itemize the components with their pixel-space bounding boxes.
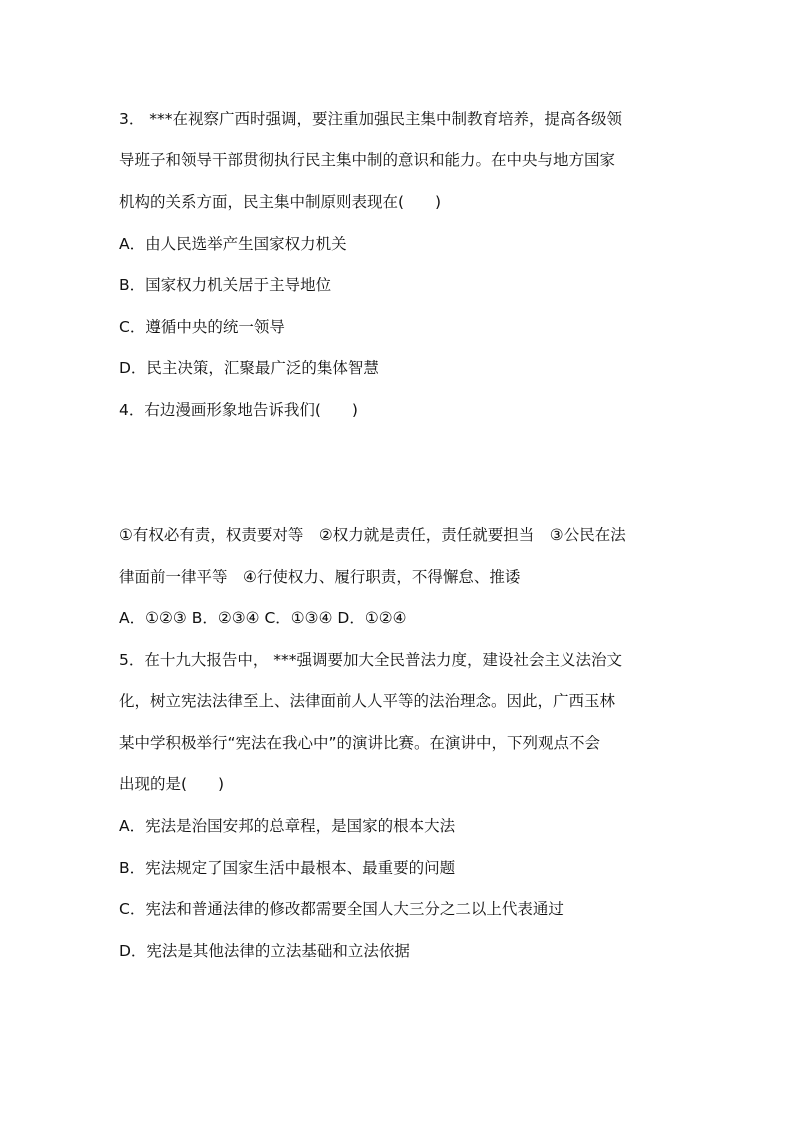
q3-option-d: D．民主决策，汇聚最广泛的集体智慧: [119, 359, 379, 377]
q3-option-b: B．国家权力机关居于主导地位: [119, 276, 332, 294]
q5-stem-line-2: 化，树立宪法法律至上、法律面前人人平等的法治理念。因此，广西玉林: [119, 692, 616, 710]
q5-option-b: B．宪法规定了国家生活中最根本、最重要的问题: [119, 859, 456, 877]
q4-statements-line-2: 律面前一律平等 ④行使权力、履行职责，不得懈怠、推诿: [119, 568, 521, 586]
q3-stem-line-3: 机构的关系方面，民主集中制原则表现在( ): [119, 193, 442, 211]
q3-option-c: C．遵循中央的统一领导: [119, 318, 285, 336]
q5-stem-line-1: 5．在十九大报告中， ***强调要加大全民普法力度，建设社会主义法治文: [119, 651, 623, 669]
q4-statements-line-1: ①有权必有责，权责要对等 ②权力就是责任，责任就要担当 ③公民在法: [119, 526, 626, 544]
q4-options: A．①②③ B．②③④ C．①③④ D．①②④: [119, 609, 407, 627]
q5-stem-line-3: 某中学积极举行“宪法在我心中”的演讲比赛。在演讲中，下列观点不会: [119, 734, 601, 752]
q5-stem-line-4: 出现的是( ): [119, 775, 225, 793]
q5-option-c: C．宪法和普通法律的修改都需要全国人大三分之二以上代表通过: [119, 900, 564, 918]
q3-stem-line-1: 3． ***在视察广西时强调，要注重加强民主集中制教育培养，提高各级领: [119, 110, 623, 128]
q4-stem: 4．右边漫画形象地告诉我们( ): [119, 401, 358, 419]
q5-option-a: A．宪法是治国安邦的总章程，是国家的根本大法: [119, 817, 456, 835]
q3-stem-line-2: 导班子和领导干部贯彻执行民主集中制的意识和能力。在中央与地方国家: [119, 151, 616, 169]
q5-option-d: D．宪法是其他法律的立法基础和立法依据: [119, 942, 410, 960]
q3-option-a: A．由人民选举产生国家权力机关: [119, 235, 347, 253]
